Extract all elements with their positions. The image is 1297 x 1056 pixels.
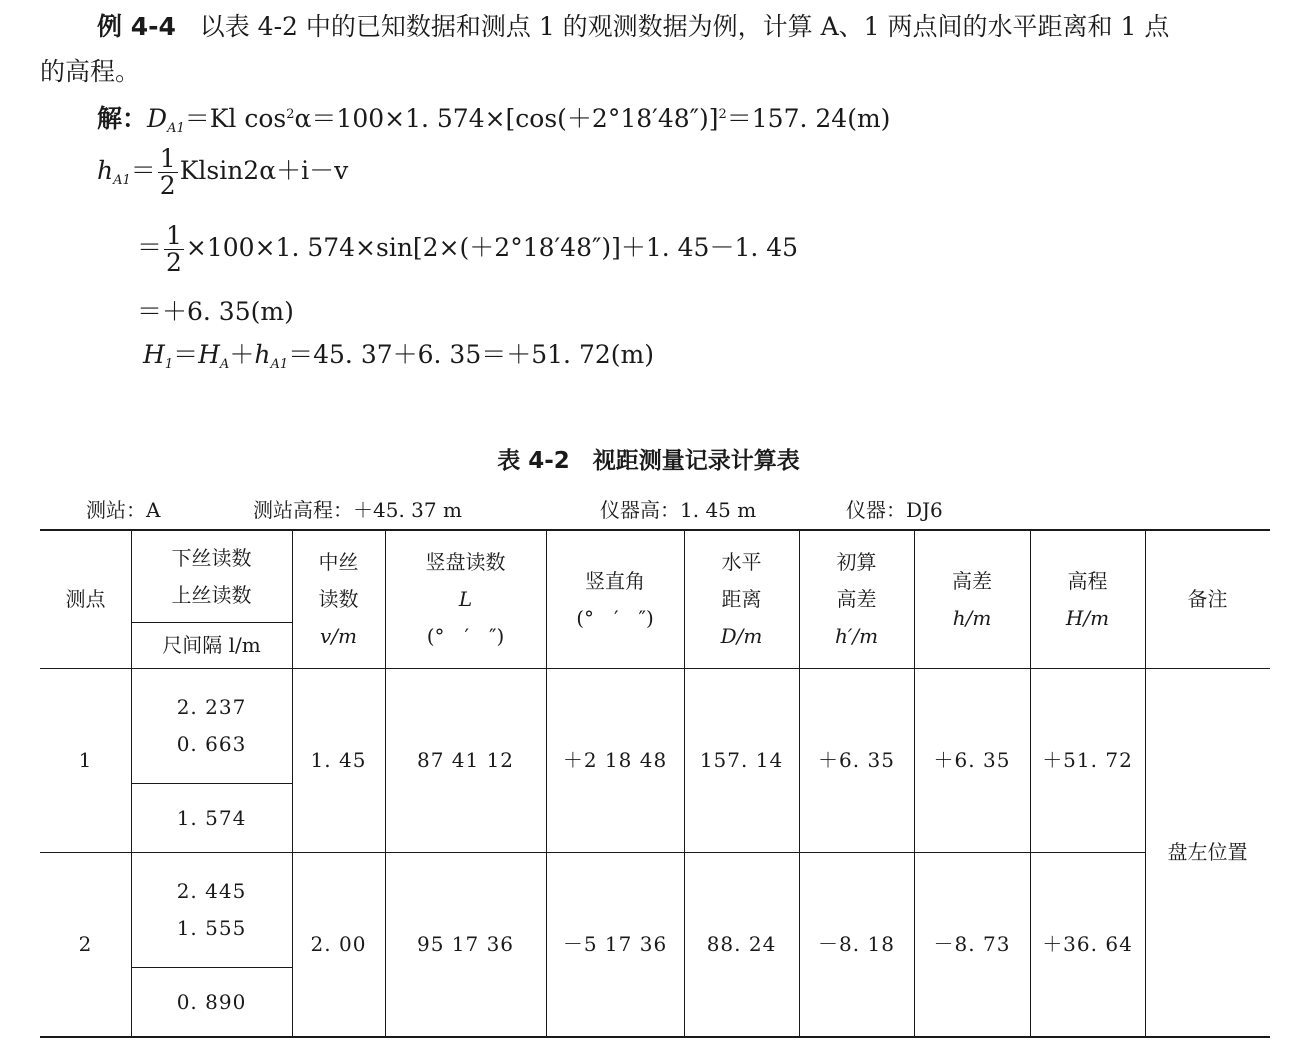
row1-lower-upper: 2. 237 0. 663 [176,695,247,756]
table-station-elevation: 测站高程：＋45. 37 m [253,498,462,522]
remark-value: 盘左位置 [1167,840,1248,864]
header-middle: 中丝 读数 v/m [318,550,359,648]
header-vertical-angle: 竖直角 (° ′ ″) [576,568,654,630]
table-station: 测站：A [86,498,161,522]
row2-point: 2 [78,932,93,956]
equation-height-diff: $h_{A1}=$ $\frac{1}{2}$ Klsin2α＋i－v [97,144,349,200]
row1-preliminary-diff: ＋6. 35 [818,748,895,772]
example-label: 例 4-4 [97,12,176,41]
row2-elevation: ＋36. 64 [1042,932,1133,956]
header-interval: 尺间隔 l/m [162,633,261,657]
table-instrument: 仪器：DJ6 [846,498,943,522]
row2-middle: 2. 00 [310,932,367,956]
row2-vertical-reading: 95 17 36 [416,932,515,956]
example-line-1 [97,12,1169,42]
header-elevation: 高程 H/m [1065,568,1110,630]
example-line-2: 的高程。 [40,57,141,86]
equation-elevation: $H_1=H_A+h_{A1}=45$. 37＋6. 35＝＋51. 72(m) [143,340,654,372]
row1-middle: 1. 45 [310,748,367,772]
solution-label: 解： [97,104,148,133]
row2-interval: 0. 890 [176,989,247,1014]
example-text-1: 以表 4-2 中的已知数据和测点 1 的观测数据为例，计算 A、1 两点间的水平距离和 1 点 [199,12,1170,41]
table-title: 表 4-2 视距测量记录计算表 [497,448,800,474]
row1-horizontal-distance: 157. 14 [699,748,784,772]
header-point: 测点 [65,587,106,611]
row1-vertical-angle: ＋2 18 48 [562,748,668,772]
header-height-diff: 高差 h/m [952,568,992,630]
header-vertical-reading: 竖盘读数 L (° ′ ″) [425,550,506,648]
row2-lower-upper: 2. 445 1. 555 [176,879,247,940]
header-remark: 备注 [1187,587,1228,611]
row2-vertical-angle: －5 17 36 [562,932,668,956]
row1-point: 1 [78,748,93,772]
row1-interval: 1. 574 [176,805,247,830]
equation-height-calc: ＝ $\frac{1}{2}$ ×100×1. 574×sin[2×(＋2°18′48″)]＋1. 45－1. 45 [137,221,799,277]
row2-height-diff: －8. 73 [933,932,1011,956]
fraction-half-2: $\frac{1}{2}$ [166,221,182,277]
row2-preliminary-diff: －8. 18 [818,932,895,956]
header-lower-upper: 下丝读数 上丝读数 [171,545,252,607]
table-bottom-rule [40,1036,1270,1038]
fraction-half: $\frac{1}{2}$ [159,144,176,200]
table-instrument-height: 仪器高：1. 45 m [600,498,757,522]
row1-height-diff: ＋6. 35 [933,748,1011,772]
equation-height-result: ＝＋6. 35(m) [137,297,294,326]
row1-vertical-reading: 87 41 12 [416,748,515,772]
row2-horizontal-distance: 88. 24 [706,932,777,956]
header-preliminary-diff: 初算 高差 h′/m [834,550,879,648]
header-horizontal-distance: 水平 距离 D/m [720,550,763,648]
row1-elevation: ＋51. 72 [1042,748,1133,772]
equation-distance: 解：$D_{A1}=Kl$ $\cos^2\alpha=100\times 1$. $574\times[\cos(+2^\circ 18'48'')]^2=157$. 24(m) [97,104,891,136]
